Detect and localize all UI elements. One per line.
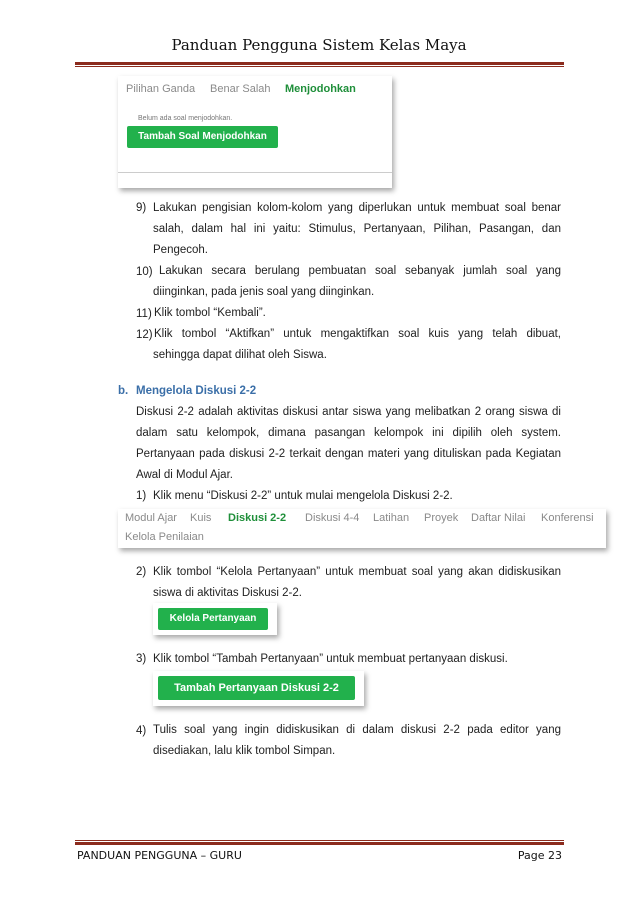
step-2-line-1: Klik tombol “Kelola Pertanyaan” untuk membuat soal yang akan didiskusikan	[153, 566, 561, 578]
step-number: 1)	[136, 490, 147, 502]
step-9-line-2: salah, dalam hal ini yaitu: Stimulus, Pertanyaan, Pilihan, Pasangan, dan	[153, 223, 561, 235]
step-10-line-1: Lakukan secara berulang pembuatan soal sebanyak jumlah soal yang	[159, 265, 561, 277]
tab-pilihan-ganda[interactable]: Pilihan Ganda	[126, 83, 196, 95]
menu-konferensi[interactable]: Konferensi	[541, 512, 594, 524]
course-menu-screenshot	[118, 509, 606, 548]
menu-modul-ajar[interactable]: Modul Ajar	[125, 512, 177, 524]
intro-line-1: Diskusi 2-2 adalah aktivitas diskusi antar siswa yang melibatkan 2 orang siswa di	[136, 406, 561, 418]
step-9-line-1: Lakukan pengisian kolom-kolom yang diperlukan untuk membuat soal benar	[153, 202, 561, 214]
menu-kelola-penilaian[interactable]: Kelola Penilaian	[125, 531, 204, 543]
footer-rule-thin	[75, 840, 564, 841]
step-12-line-1: Klik tombol “Aktifkan” untuk mengaktifkan soal kuis yang telah dibuat,	[154, 328, 561, 340]
footer-rule	[75, 842, 564, 845]
tab-menjodohkan[interactable]: Menjodohkan	[285, 83, 356, 95]
intro-line-2: dalam satu kelompok, dimana pasangan kelompok ini dipilih oleh system.	[136, 427, 561, 439]
question-type-screenshot	[118, 76, 392, 188]
kelola-pertanyaan-screenshot	[153, 603, 277, 635]
step-number: 12)	[136, 329, 153, 341]
menu-diskusi-2-2[interactable]: Diskusi 2-2	[228, 512, 287, 524]
section-title: Mengelola Diskusi 2-2	[136, 385, 257, 397]
intro-line-3: Pertanyaan pada diskusi 2-2 terkait dengan materi yang dituliskan pada Kegiatan	[136, 448, 561, 460]
step-4-line-1: Tulis soal yang ingin didiskusikan di dalam diskusi 2-2 pada editor yang	[153, 724, 561, 736]
intro-line-4: Awal di Modul Ajar.	[136, 469, 233, 481]
step-number: 11)	[136, 308, 152, 320]
step-number: 2)	[136, 566, 147, 578]
step-number: 9)	[136, 202, 147, 214]
footer-title: PANDUAN PENGGUNA – GURU	[77, 849, 242, 862]
menu-diskusi-4-4[interactable]: Diskusi 4-4	[305, 512, 360, 524]
divider	[118, 172, 392, 173]
menu-kuis[interactable]: Kuis	[190, 512, 212, 524]
step-1-text: Klik menu “Diskusi 2-2” untuk mulai mengelola Diskusi 2-2.	[153, 490, 453, 502]
step-11-line-1: Klik tombol “Kembali”.	[154, 307, 266, 319]
kelola-pertanyaan-button[interactable]: Kelola Pertanyaan	[158, 608, 268, 630]
step-number: 4)	[136, 725, 147, 737]
step-2-line-2: siswa di aktivitas Diskusi 2-2.	[153, 587, 302, 599]
page-header-title: Panduan Pengguna Sistem Kelas Maya	[171, 36, 467, 54]
menu-latihan[interactable]: Latihan	[373, 512, 410, 524]
step-3-text: Klik tombol “Tambah Pertanyaan” untuk membuat pertanyaan diskusi.	[153, 653, 508, 665]
menu-daftar-nilai[interactable]: Daftar Nilai	[471, 512, 526, 524]
step-4-line-2: disediakan, lalu klik tombol Simpan.	[153, 745, 336, 757]
header-rule	[75, 62, 564, 65]
step-9-line-3: Pengecoh.	[153, 244, 208, 256]
empty-note: Belum ada soal menjodohkan.	[138, 115, 233, 122]
tambah-soal-menjodohkan-button[interactable]: Tambah Soal Menjodohkan	[127, 126, 278, 148]
header-rule-thin	[75, 66, 564, 67]
tambah-pertanyaan-diskusi-button[interactable]: Tambah Pertanyaan Diskusi 2-2	[158, 676, 355, 700]
step-12-line-2: sehingga dapat dilihat oleh Siswa.	[153, 349, 327, 361]
section-label: b.	[118, 385, 129, 397]
page-number: Page 23	[517, 849, 562, 862]
tab-benar-salah[interactable]: Benar Salah	[210, 83, 271, 95]
step-10-line-2: diinginkan, pada jenis soal yang diinginkan.	[153, 286, 375, 298]
tambah-pertanyaan-screenshot	[153, 671, 364, 706]
menu-proyek[interactable]: Proyek	[424, 512, 459, 524]
step-number: 10)	[136, 266, 153, 278]
step-number: 3)	[136, 653, 147, 665]
